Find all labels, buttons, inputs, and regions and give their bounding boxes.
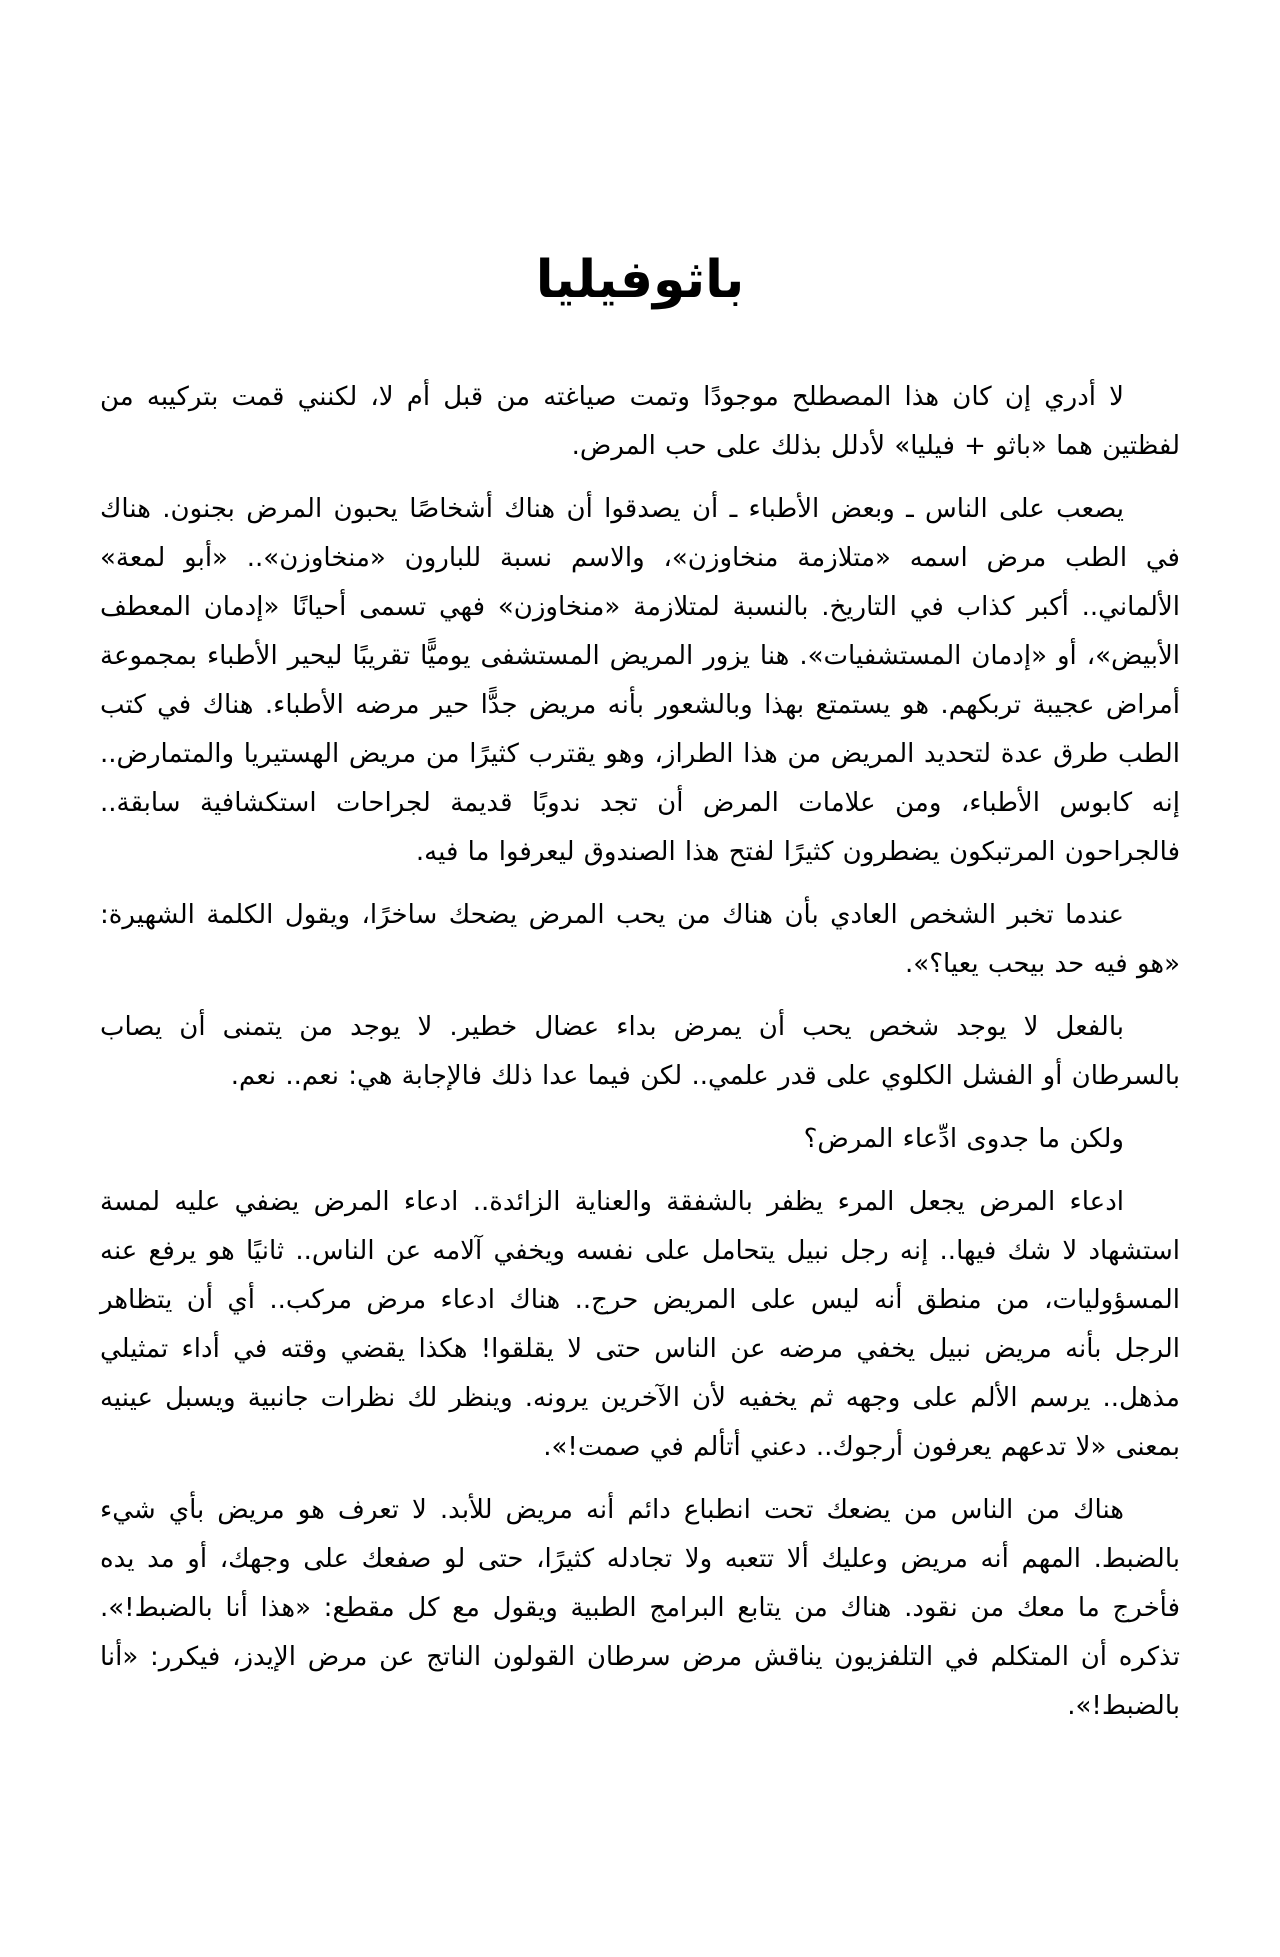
paragraph-munchausen-syndrome: يصعب على الناس ـ وبعض الأطباء ـ أن يصدقوا أن هناك أشخاصًا يحبون المرض بجنون. هناك في الطب مرض اسمه «متلازمة منخاوزن»، والاسم نسبة للبارون «منخاوزن».. «أبو لمعة» الألماني.. أكبر كذاب في التاريخ. بالنسبة لمتلازمة «منخاوزن» فهي تسمى أحيانًا «إدمان المعطف الأبيض»، أو «إدمان المستشفيات». هنا يزور المريض المستشفى يوميًّا تقريبًا ليحير الأطباء بمجموعة أمراض عجيبة تربكهم. هو يستمتع بهذا وبالشعور بأنه مريض جدًّا حير مرضه الأطباء. هناك في كتب الطب طرق عدة لتحديد المريض من هذا الطراز، وهو يقترب كثيرًا من مريض الهستيريا والمتمارض.. إنه كابوس الأطباء، ومن علامات المرض أن تجد ندوبًا قديمة لجراحات استكشافية سابقة.. فالجراحون المرتبكون يضطرون كثيرًا لفتح هذا الصندوق ليعرفوا ما فيه. <box>100 494 1180 867</box>
paragraph-perpetual-patient: هناك من الناس من يضعك تحت انطباع دائم أنه مريض للأبد. لا تعرف هو مريض بأي شيء بالضبط. المهم أنه مريض وعليك ألا تتعبه ولا تجادله كثيرًا، حتى لو صفعك على وجهك، أو مد يده فأخرج ما معك من نقود. هناك من يتابع البرامج الطبية ويقول مع كل مقطع: «هذا أنا بالضبط!». تذكره أن المتكلم في التلفزيون يناقش مرض سرطان القولون الناتج عن مرض الإيدز، فيكرر: «أنا بالضبط!». <box>100 1495 1180 1721</box>
paragraph-term-coinage: لا أدري إن كان هذا المصطلح موجودًا وتمت صياغته من قبل أم لا، لكنني قمت بتركيبه من لفظتين هما «باثو + فيليا» لأدلل بذلك على حب المرض. <box>100 382 1180 461</box>
paragraph-benefits-of-feigning-illness: ادعاء المرض يجعل المرء يظفر بالشفقة والعناية الزائدة.. ادعاء المرض يضفي عليه لمسة استشهاد لا شك فيها.. إنه رجل نبيل يتحامل على نفسه ويخفي آلامه عن الناس.. ثانيًا هو يرفع عنه المسؤوليات، من منطق أنه ليس على المريض حرج.. هناك ادعاء مرض مركب.. أي أن يتظاهر الرجل بأنه مريض نبيل يخفي مرضه عن الناس حتى لا يقلقوا! هكذا يقضي وقته في أداء تمثيلي مذهل.. يرسم الألم على وجهه ثم يخفيه لأن الآخرين يرونه. وينظر لك نظرات جانبية ويسبل عينيه بمعنى «لا تدعهم يعرفون أرجوك.. دعني أتألم في صمت!». <box>100 1187 1180 1462</box>
chapter-title: باثوفيليا <box>535 250 745 310</box>
paragraph-no-one-wants-fatal-disease: بالفعل لا يوجد شخص يحب أن يمرض بداء عضال خطير. لا يوجد من يتمنى أن يصاب بالسرطان أو الفشل الكلوي على قدر علمي.. لكن فيما عدا ذلك فالإجابة هي: نعم.. نعم. <box>100 1012 1180 1091</box>
paragraph-ordinary-person-reaction: عندما تخبر الشخص العادي بأن هناك من يحب المرض يضحك ساخرًا، ويقول الكلمة الشهيرة: «هو فيه حد بيحب يعيا؟». <box>100 900 1180 979</box>
chapter-body <box>100 373 1180 1731</box>
paragraph-question-benefit-of-feigning: ولكن ما جدوى ادِّعاء المرض؟ <box>803 1124 1124 1154</box>
